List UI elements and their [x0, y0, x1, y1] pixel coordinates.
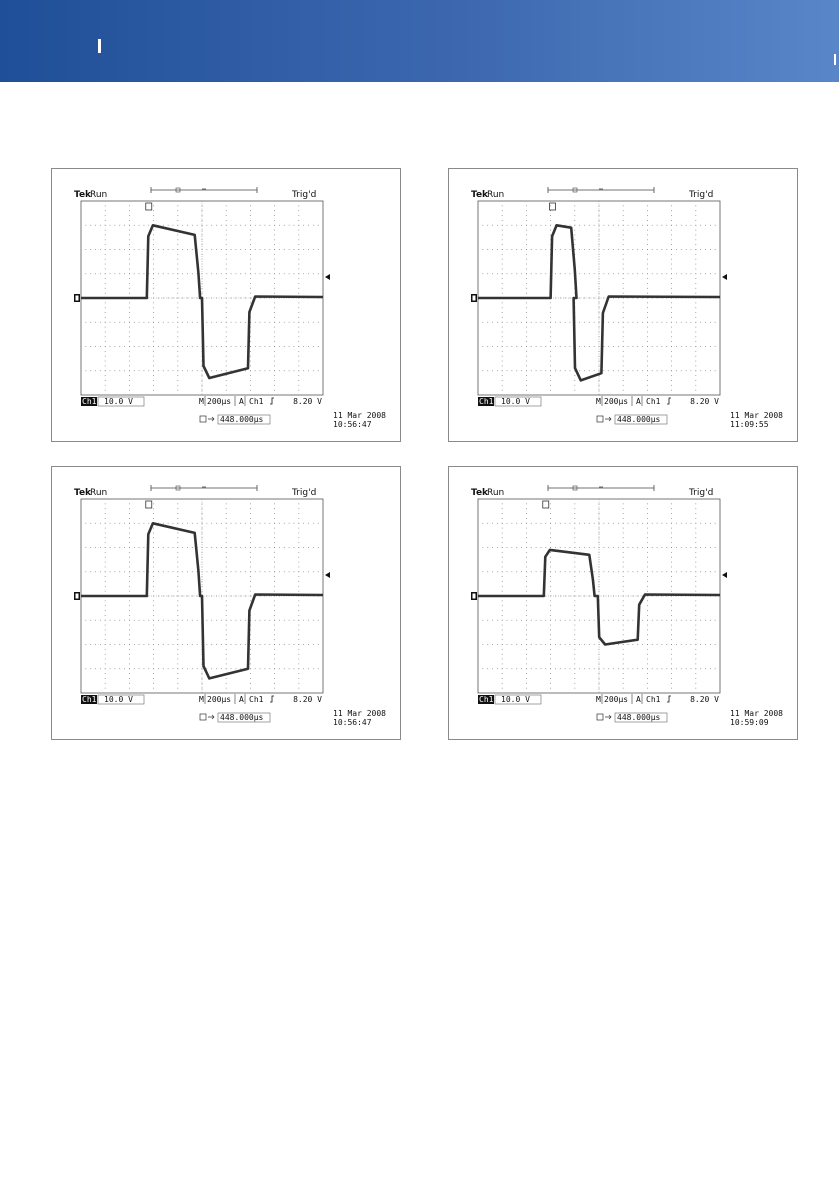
capture-time: 11:09:55 — [730, 420, 769, 429]
brand-label: Tek — [471, 488, 489, 498]
timebase-value: 200µs — [604, 397, 629, 406]
brand-label: Tek — [74, 488, 92, 498]
brand-label: Tek — [74, 190, 92, 200]
trigger-status: Trig'd — [292, 190, 317, 200]
trigger-status: Trig'd — [689, 190, 714, 200]
acquisition-mode: Run — [487, 190, 505, 200]
acquisition-mode: Run — [90, 488, 108, 498]
volts-per-div: 10.0 V — [501, 695, 530, 704]
header-band — [0, 0, 839, 82]
trigger-source-prefix: A — [636, 397, 641, 406]
trigger-position-marker — [543, 501, 549, 508]
record-position-bar — [548, 485, 654, 491]
channel-label: Ch1 — [479, 397, 494, 406]
channel-label: Ch1 — [82, 397, 97, 406]
trigger-position-marker — [146, 203, 152, 210]
cursor-delta-icon — [200, 416, 214, 422]
timebase-prefix: M — [596, 397, 601, 406]
channel-label: Ch1 — [82, 695, 97, 704]
record-position-bar — [151, 187, 257, 193]
trigger-source: Ch1 — [249, 397, 264, 406]
oscilloscope-display — [52, 467, 400, 739]
trigger-source: Ch1 — [646, 397, 661, 406]
rising-edge-icon — [270, 398, 274, 404]
timebase-value: 200µs — [207, 695, 232, 704]
volts-per-div: 10.0 V — [104, 397, 133, 406]
capture-time: 10:59:09 — [730, 718, 769, 727]
record-position-bar — [151, 485, 257, 491]
cursor-delta-value: 448.000µs — [220, 415, 264, 424]
cursor-delta-value: 448.000µs — [220, 713, 264, 722]
ground-reference-marker — [74, 592, 80, 600]
trigger-source: Ch1 — [249, 695, 264, 704]
timebase-prefix: M — [199, 397, 204, 406]
ground-reference-marker — [471, 294, 477, 302]
trigger-position-marker — [146, 501, 152, 508]
waveform-trace — [81, 225, 323, 378]
timebase-value: 200µs — [207, 397, 232, 406]
oscilloscope-display — [449, 467, 797, 739]
cursor-delta-value: 448.000µs — [617, 415, 661, 424]
capture-time: 10:56:47 — [333, 718, 372, 727]
capture-date: 11 Mar 2008 — [730, 709, 783, 718]
header-edge-tick — [834, 54, 836, 65]
trigger-level-arrow — [325, 572, 330, 578]
trigger-level-arrow — [722, 274, 727, 280]
trigger-level-arrow — [325, 274, 330, 280]
trigger-source-prefix: A — [239, 695, 244, 704]
capture-date: 11 Mar 2008 — [333, 411, 386, 420]
cursor-delta-icon — [597, 416, 611, 422]
trigger-level: 8.20 V — [293, 695, 322, 704]
capture-date: 11 Mar 2008 — [333, 709, 386, 718]
ground-reference-marker — [471, 592, 477, 600]
timebase-value: 200µs — [604, 695, 629, 704]
trigger-status: Trig'd — [292, 488, 317, 498]
timebase-prefix: M — [596, 695, 601, 704]
timebase-prefix: M — [199, 695, 204, 704]
record-position-bar — [548, 187, 654, 193]
rising-edge-icon — [667, 696, 671, 702]
volts-per-div: 10.0 V — [501, 397, 530, 406]
capture-time: 10:56:47 — [333, 420, 372, 429]
capture-date: 11 Mar 2008 — [730, 411, 783, 420]
cursor-delta-value: 448.000µs — [617, 713, 661, 722]
trigger-status: Trig'd — [689, 488, 714, 498]
oscilloscope-display — [52, 169, 400, 441]
ground-reference-marker — [74, 294, 80, 302]
rising-edge-icon — [667, 398, 671, 404]
scope-screenshot — [448, 466, 798, 740]
rising-edge-icon — [270, 696, 274, 702]
cursor-delta-icon — [200, 714, 214, 720]
brand-label: Tek — [471, 190, 489, 200]
trigger-source-prefix: A — [636, 695, 641, 704]
trigger-position-marker — [550, 203, 556, 210]
acquisition-mode: Run — [90, 190, 108, 200]
scope-screenshot — [51, 466, 401, 740]
scope-screenshot — [51, 168, 401, 442]
channel-label: Ch1 — [479, 695, 494, 704]
trigger-level: 8.20 V — [690, 695, 719, 704]
acquisition-mode: Run — [487, 488, 505, 498]
volts-per-div: 10.0 V — [104, 695, 133, 704]
trigger-level: 8.20 V — [293, 397, 322, 406]
trigger-level-arrow — [722, 572, 727, 578]
oscilloscope-display — [449, 169, 797, 441]
trigger-level: 8.20 V — [690, 397, 719, 406]
cursor-delta-icon — [597, 714, 611, 720]
trigger-source-prefix: A — [239, 397, 244, 406]
scope-screenshot — [448, 168, 798, 442]
trigger-source: Ch1 — [646, 695, 661, 704]
header-divider — [98, 39, 101, 53]
